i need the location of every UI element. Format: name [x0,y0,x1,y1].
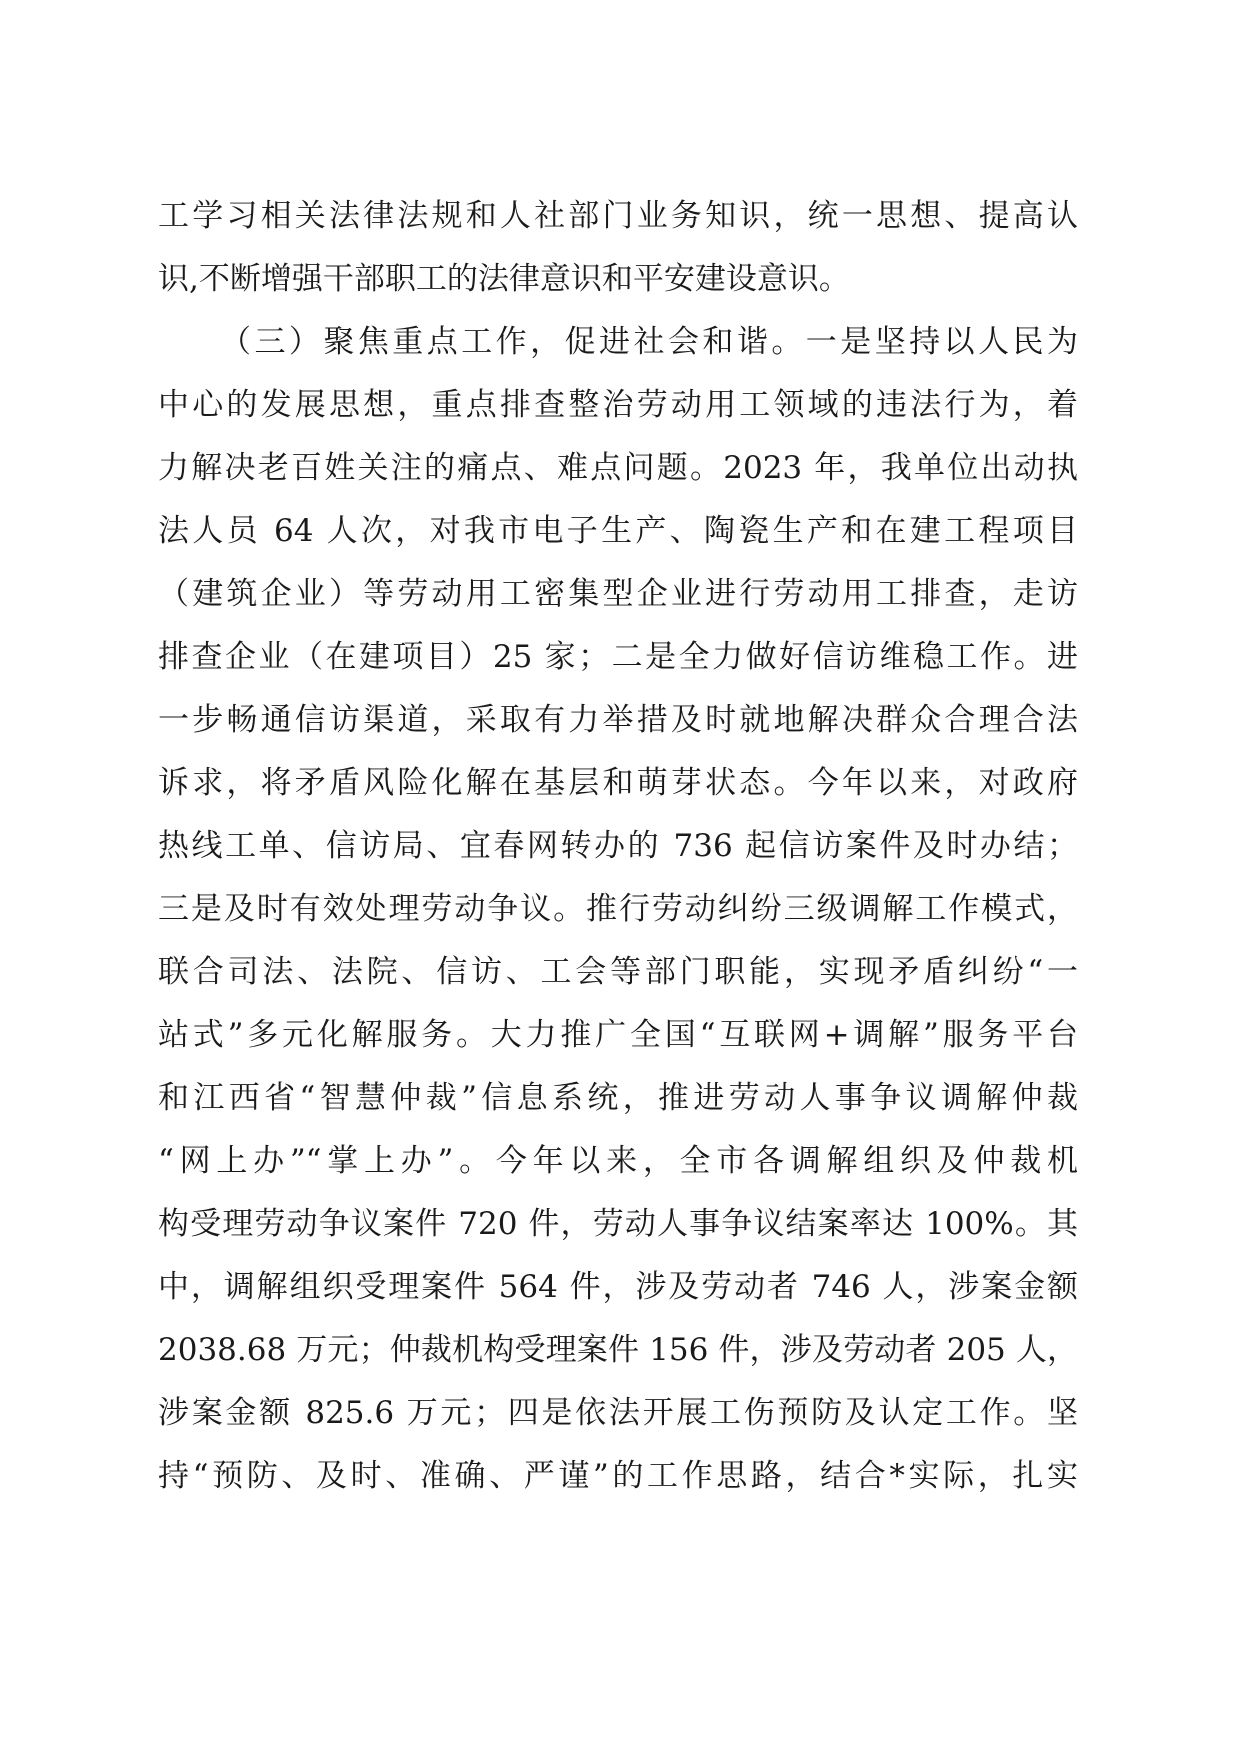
text-line: 涉案金额 825.6 万元；四是依法开展工伤预防及认定工作。坚 [158,1395,1078,1431]
text-line: 热线工单、信访局、宜春网转办的 736 起信访案件及时办结； [158,828,1078,864]
text-line: 2038.68 万元；仲裁机构受理案件 156 件，涉及劳动者 205 人， [158,1332,1078,1368]
text-line: 联合司法、法院、信访、工会等部门职能，实现矛盾纠纷“一 [158,954,1078,990]
text-line: 中，调解组织受理案件 564 件，涉及劳动者 746 人，涉案金额 [158,1269,1078,1305]
text-line: 站式”多元化解服务。大力推广全国“互联网+调解”服务平台 [158,1017,1078,1053]
text-line: 和江西省“智慧仲裁”信息系统，推进劳动人事争议调解仲裁 [158,1080,1078,1116]
text-line: 一步畅通信访渠道，采取有力举措及时就地解决群众合理合法 [158,702,1078,738]
text-line: （建筑企业）等劳动用工密集型企业进行劳动用工排查，走访 [158,576,1078,612]
text-line: “网上办”“掌上办”。今年以来，全市各调解组织及仲裁机 [158,1143,1078,1179]
text-line: 诉求，将矛盾风险化解在基层和萌芽状态。今年以来，对政府 [158,765,1078,801]
text-line: 构受理劳动争议案件 720 件，劳动人事争议结案率达 100%。其 [158,1206,1078,1242]
text-line: 持“预防、及时、准确、严谨”的工作思路，结合*实际，扎实 [158,1458,1078,1494]
section-heading-line: （三）聚焦重点工作，促进社会和谐。一是坚持以人民为 [220,324,1078,360]
text-line: 排查企业（在建项目）25 家；二是全力做好信访维稳工作。进 [158,639,1078,675]
text-line: 力解决老百姓关注的痛点、难点问题。2023 年，我单位出动执 [158,450,1078,486]
text-line: 三是及时有效处理劳动争议。推行劳动纠纷三级调解工作模式， [158,891,1078,927]
text-line: 法人员 64 人次，对我市电子生产、陶瓷生产和在建工程项目 [158,513,1078,549]
text-line: 识,不断增强干部职工的法律意识和平安建设意识。 [158,261,850,297]
text-line: 工学习相关法律法规和人社部门业务知识，统一思想、提高认 [158,198,1078,234]
paragraph-section-three [158,311,1078,1508]
text-line: 中心的发展思想，重点排查整治劳动用工领域的违法行为，着 [158,387,1078,423]
paragraph-continuation [158,185,1078,311]
